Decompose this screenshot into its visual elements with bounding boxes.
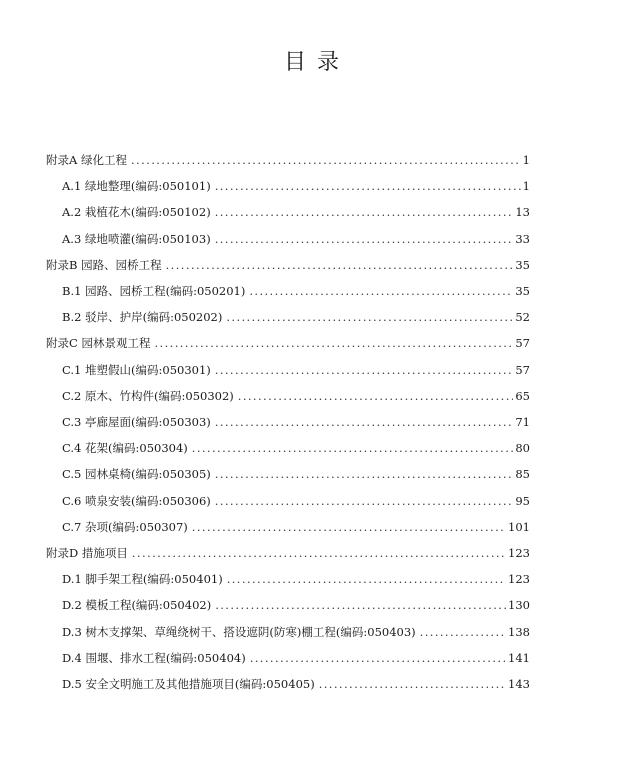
toc-section-entry [46, 333, 530, 353]
toc-entry-label: D.2 模板工程(编码:050402) [62, 598, 212, 613]
toc-subsection-entry [62, 386, 530, 406]
toc-subsection-entry [62, 464, 530, 484]
toc-entry-label: A.1 绿地整理(编码:050101) [62, 179, 211, 194]
toc-entry-label: D.1 脚手架工程(编码:050401) [62, 572, 223, 587]
dot-leader [227, 569, 506, 589]
toc-subsection-entry [62, 412, 530, 432]
toc-entry-label: D.3 树木支撑架、草绳绕树干、搭设遮阴(防寒)棚工程(编码:050403) [62, 624, 416, 639]
toc-subsection-entry [62, 202, 530, 222]
dot-leader [154, 333, 513, 353]
toc-subsection-entry [62, 569, 530, 589]
toc-entry-label: C.4 花架(编码:050304) [62, 441, 188, 456]
dot-leader [215, 491, 514, 511]
toc-section-entry [46, 150, 530, 170]
dot-leader [192, 438, 514, 458]
toc-entry-label: C.5 园林桌椅(编码:050305) [62, 467, 211, 482]
toc-entry-label: A.3 绿地喷灌(编码:050103) [62, 231, 211, 246]
toc-entry-page-number: 52 [515, 310, 530, 325]
toc-entry-page-number: 123 [508, 546, 530, 560]
toc-section-entry [46, 255, 530, 275]
toc-entry-page-number: 57 [515, 336, 530, 351]
page-title: 目 录 [284, 50, 341, 75]
toc-subsection-entry [62, 595, 530, 615]
dot-leader [249, 281, 513, 301]
dot-leader [215, 360, 514, 380]
toc-subsection-entry [62, 517, 530, 537]
dot-leader [420, 622, 506, 642]
toc-section-entry [46, 543, 530, 563]
dot-leader [215, 229, 514, 249]
toc-subsection-entry [62, 176, 530, 196]
toc-subsection-entry [62, 622, 530, 642]
toc-subsection-entry [62, 648, 530, 668]
dot-leader [215, 176, 521, 196]
toc-subsection-entry [62, 229, 530, 249]
toc-entry-label: C.1 堆塑假山(编码:050301) [62, 362, 211, 377]
toc-entry-page-number: 65 [515, 388, 530, 403]
dot-leader [215, 464, 514, 484]
toc-entry-page-number: 85 [515, 467, 530, 482]
toc-entry-label: 附录D 措施项目 [46, 546, 128, 560]
toc-entry-page-number: 80 [515, 441, 530, 456]
toc-entry-page-number: 33 [515, 231, 530, 246]
dot-leader [215, 412, 514, 432]
toc-entry-page-number: 57 [515, 362, 530, 377]
toc-entry-label: C.3 亭廊屋面(编码:050303) [62, 415, 211, 429]
dot-leader [132, 543, 506, 563]
toc-entry-page-number: 13 [515, 205, 530, 220]
toc-entry-label: A.2 栽植花木(编码:050102) [62, 205, 211, 220]
toc-entry-page-number: 143 [508, 677, 530, 691]
toc-entry-label: D.4 围堰、排水工程(编码:050404) [62, 650, 246, 665]
toc-entry-page-number: 101 [508, 519, 530, 534]
dot-leader [238, 386, 514, 406]
dot-leader [131, 150, 521, 170]
toc-entry-label: 附录C 园林景观工程 [46, 336, 151, 351]
dot-leader [226, 307, 513, 327]
toc-entry-label: B.2 驳岸、护岸(编码:050202) [62, 310, 223, 325]
toc-subsection-entry [62, 307, 530, 327]
toc-entry-page-number: 35 [515, 284, 530, 298]
dot-leader [192, 517, 506, 537]
toc-entry-label: C.6 喷泉安装(编码:050306) [62, 493, 211, 508]
toc-subsection-entry [62, 281, 530, 301]
toc-entry-page-number: 95 [515, 493, 530, 508]
toc-entry-label: 附录B 园路、园桥工程 [46, 257, 162, 272]
toc-subsection-entry [62, 674, 530, 694]
dot-leader [215, 202, 514, 222]
dot-leader [319, 674, 506, 694]
toc-entry-page-number: 35 [515, 257, 530, 272]
dot-leader [215, 595, 506, 615]
toc-entry-page-number: 71 [515, 415, 530, 429]
toc-entry-page-number: 138 [508, 624, 530, 639]
toc-subsection-entry [62, 438, 530, 458]
toc-entry-page-number: 130 [508, 598, 530, 613]
toc-entry-page-number: 1 [522, 179, 530, 194]
toc-entry-label: D.5 安全文明施工及其他措施项目(编码:050405) [62, 677, 315, 691]
toc-subsection-entry [62, 491, 530, 511]
toc-entry-page-number: 123 [508, 572, 530, 587]
toc-entry-label: C.7 杂项(编码:050307) [62, 519, 188, 534]
toc-entry-page-number: 1 [522, 153, 530, 167]
toc-entry-label: B.1 园路、园桥工程(编码:050201) [62, 284, 246, 298]
toc-entry-label: C.2 原木、竹构件(编码:050302) [62, 388, 234, 403]
dot-leader [166, 255, 514, 275]
dot-leader [250, 648, 506, 668]
toc-entry-label: 附录A 绿化工程 [46, 153, 127, 167]
toc-subsection-entry [62, 360, 530, 380]
toc-entry-page-number: 141 [508, 650, 530, 665]
